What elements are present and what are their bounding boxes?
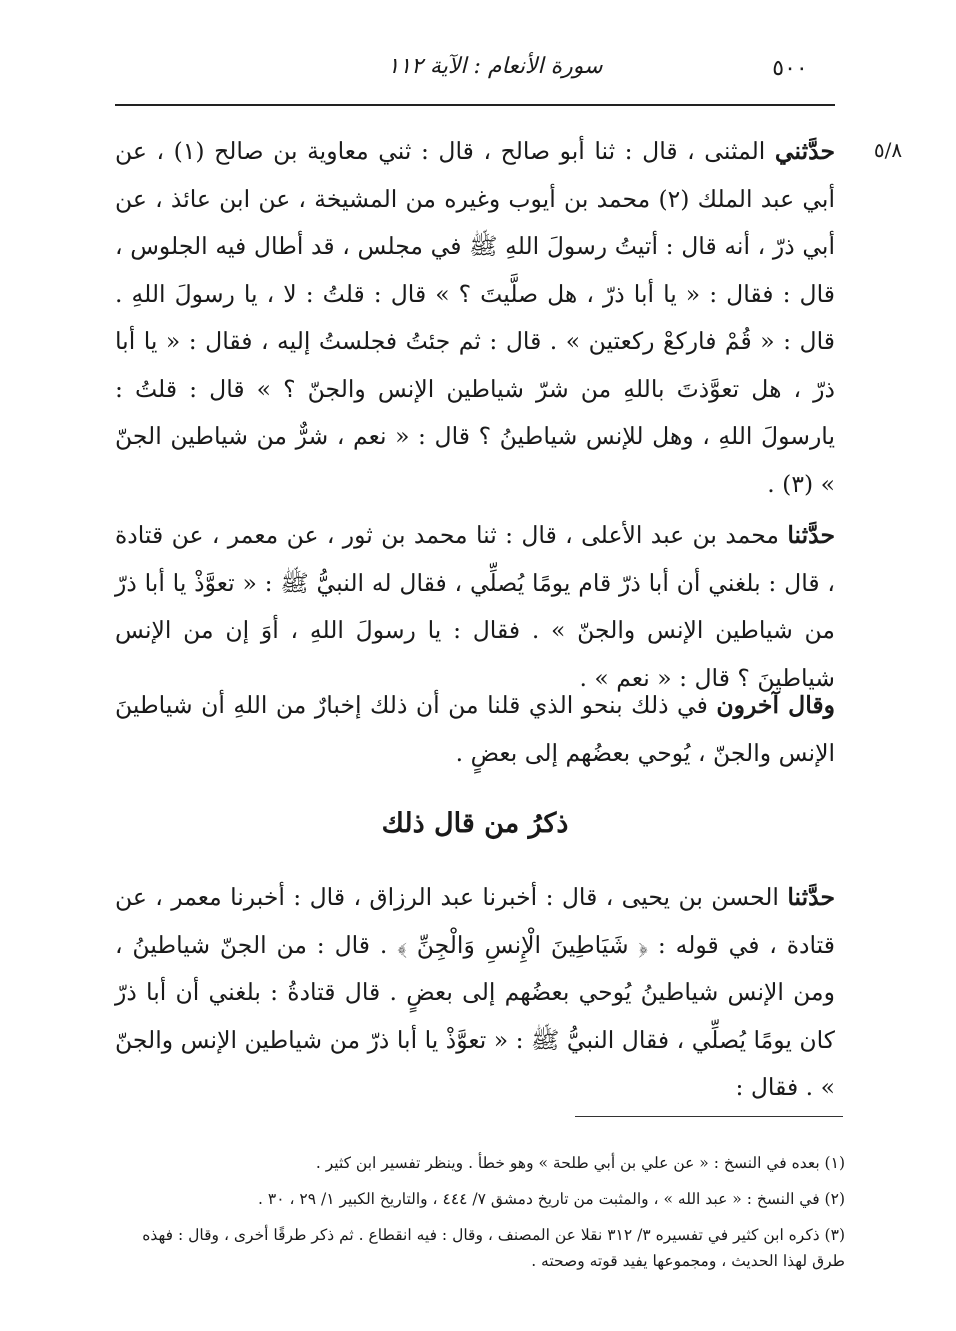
paragraph-lead: حدَّثني <box>774 137 835 165</box>
paragraph-3 <box>115 682 835 777</box>
footnote-1: (١) بعده في النسخ : « عن علي بن أبي طلحة » وهو خطأ . وينظر تفسير ابن كثير . <box>315 1154 845 1172</box>
footnote-3: (٣) ذكره ابن كثير في تفسيره ٣/ ٣١٢ نقلا عن المصنف ، وقال : فيه انقطاع . ثم ذكر طرقًا أخرى ، وقال : فهذه طرق لهذا الحديث ، ومجموعها يفيد قوته وصحته . <box>142 1226 845 1270</box>
paragraph-text: في ذلك بنحو الذي قلنا من أن ذلك إخبارٌ من اللهِ أن شياطينَ الإنس والجنّ ، يُوحي بعضُهم إلى بعضٍ . <box>115 691 835 767</box>
section-heading: ذكرُ من قال ذلك <box>381 808 569 839</box>
paragraph-lead: حدَّثنا <box>787 521 835 549</box>
paragraph-4 <box>115 874 835 1112</box>
margin-reference: ٥/٨ <box>873 138 903 162</box>
footnote-rule <box>575 1116 843 1117</box>
paragraph-text: محمد بن عبد الأعلى ، قال : ثنا محمد بن ثور ، عن معمر ، عن قتادة ، قال : بلغني أن أبا ذرّ قام يومًا يُصلِّي ، فقال له النبيُّ ﷺ : « تعوَّذْ يا أبا ذرّ من شياطين الإنس والجنّ » . فقال : يا رسولَ اللهِ ، أوَ إن من الإنس شياطينَ ؟ قال : « نعم » . <box>115 521 835 692</box>
running-header-title: سورة الأنعام : الآية ١١٢ <box>387 54 603 79</box>
footnote-2: (٢) في النسخ : « عبد الله » ، والمثبت من تاريخ دمشق ٧/ ٤٤٤ ، والتاريخ الكبير ١/ ٢٩ ، ٣٠ . <box>258 1190 845 1208</box>
paragraph-2 <box>115 512 835 702</box>
paragraph-lead: وقال آخرون <box>716 691 835 719</box>
header-rule <box>115 104 835 106</box>
page-number: ٥٠٠ <box>772 56 808 81</box>
paragraph-text: الحسن بن يحيى ، قال : أخبرنا عبد الرزاق ، قال : أخبرنا معمر ، عن قتادة ، في قوله : ﴿ شَيَاطِينَ الْإِنسِ وَالْجِنِّ ﴾ . قال : من الجنّ شياطينُ ، ومن الإنس شياطينُ يُوحي بعضُهم إلى بعضٍ . قال قتادةُ : بلغني أن أبا ذرّ كان يومًا يُصلِّي ، فقال النبيُّ ﷺ : « تعوَّذْ يا أبا ذرّ من شياطين الإنس والجنّ » . فقال : <box>115 883 835 1101</box>
paragraph-lead: حدَّثنا <box>787 883 835 911</box>
paragraph-1 <box>115 128 835 508</box>
paragraph-text: المثنى ، قال : ثنا أبو صالح ، قال : ثني معاوية بن صالح (١) ، عن أبي عبد الملك (٢) محمد بن أيوب وغيره من المشيخة ، عن ابن عائذ ، عن أبي ذرّ ، أنه قال : أتيتُ رسولَ اللهِ ﷺ في مجلس ، قد أطال فيه الجلوس ، قال : فقال : « يا أبا ذرّ ، هل صلَّيتَ ؟ » قال : قلتُ : لا ، يا رسولَ اللهِ . قال : « قُمْ فاركعْ ركعتين » . قال : ثم جئتُ فجلستُ إليه ، فقال : « يا أبا ذرّ ، هل تعوَّذتَ باللهِ من شرّ شياطين الإنس والجنّ ؟ » قال : قلتُ : يارسولَ اللهِ ، وهل للإنس شياطينُ ؟ قال : « نعم ، شرٌّ من شياطين الجنّ » (٣) . <box>115 137 836 498</box>
